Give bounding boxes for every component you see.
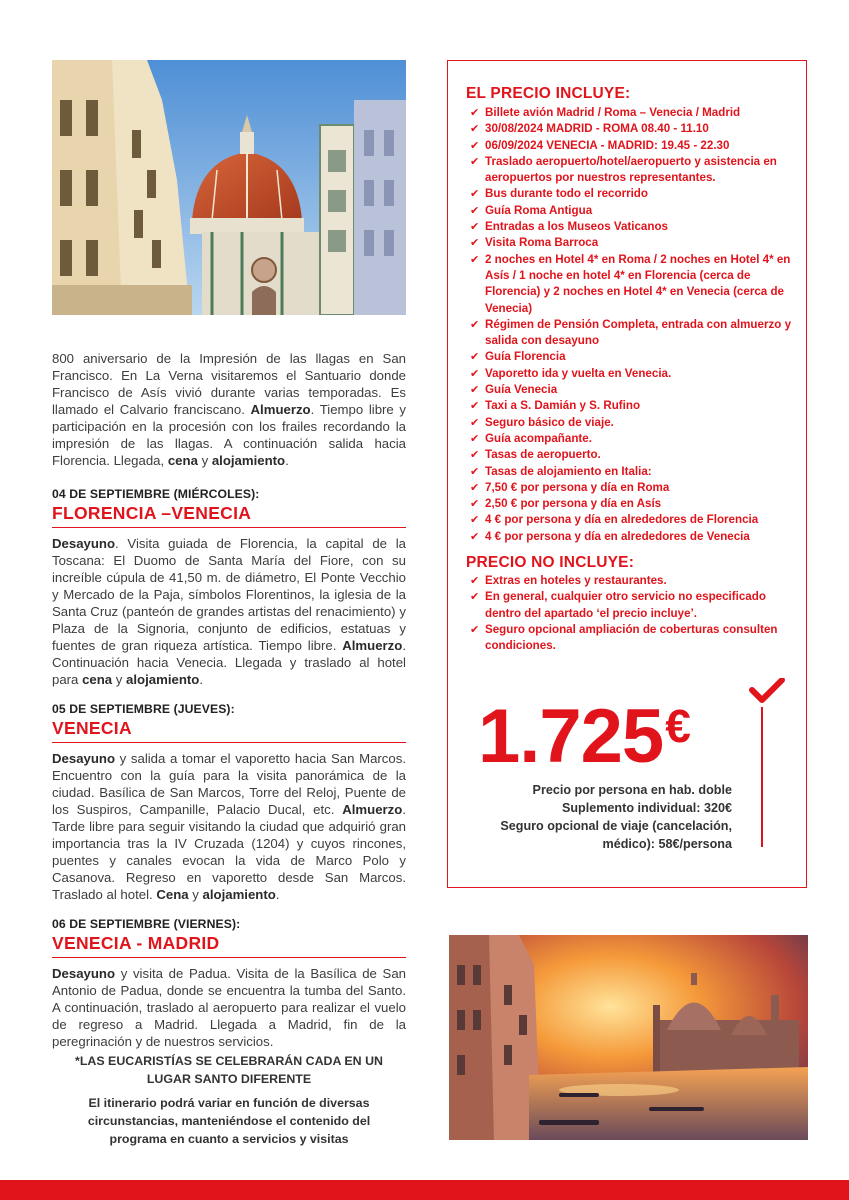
checkmark-icon: ✔ — [470, 400, 480, 413]
insurance-line2: médico): 58€/persona — [602, 837, 732, 851]
intro-paragraph: 800 aniversario de la Impresión de las llagas en San Francisco. En La Verna visitaremos el Santuario donde Francisco de Asís vivió durante varias temporadas. Es llamado el Calvario franciscano. Almuerzo. Tiempo libre y participación en la procesión con los frailes recordando la impresión de las llagas. A continuación salida hacia Florencia. Llegada, cena y alojamiento. — [52, 351, 406, 468]
includes-item — [470, 447, 800, 463]
day-title: VENECIA - MADRID — [52, 933, 406, 958]
checkmark-icon: ✔ — [470, 253, 480, 266]
checkmark-icon: ✔ — [470, 123, 480, 136]
includes-item-text: Guía Roma Antigua — [485, 203, 593, 217]
checkmark-icon: ✔ — [470, 591, 480, 604]
excludes-item-text: Seguro opcional ampliación de coberturas consulten condiciones. — [485, 622, 778, 653]
includes-item-text: Seguro básico de viaje. — [485, 415, 614, 429]
includes-item — [470, 398, 800, 414]
includes-item — [470, 496, 800, 512]
excludes-item-text: En general, cualquier otro servicio no especificado dentro del apartado ‘el precio incluye’. — [485, 590, 766, 620]
includes-item — [470, 366, 800, 382]
includes-item-text: Tasas de alojamiento en Italia: — [485, 464, 652, 478]
checkmark-icon: ✔ — [470, 465, 480, 478]
includes-item-text: Guía acompañante. — [485, 431, 592, 445]
price-box — [447, 60, 807, 888]
includes-item — [470, 431, 800, 447]
itinerary-column — [52, 350, 406, 1050]
brand-check-icon — [748, 678, 788, 718]
checkmark-icon: ✔ — [470, 575, 480, 587]
checkmark-icon: ✔ — [470, 204, 480, 217]
includes-item-text: 2,50 € por persona y día en Asís — [485, 497, 662, 511]
includes-item-text: Entradas a los Museos Vaticanos — [485, 220, 668, 234]
price-per-person: Precio por persona en hab. doble — [532, 783, 732, 797]
itinerary-note-line3: programa en cuanto a servicios y visitas — [109, 1132, 349, 1146]
checkmark-icon: ✔ — [470, 139, 480, 152]
price-amount: 1.725€ — [478, 694, 690, 779]
eucharist-note-line2: LUGAR SANTO DIFERENTE — [146, 1072, 312, 1086]
includes-item — [470, 382, 800, 398]
day-description: Desayuno y salida a tomar el vaporetto hacia San Marcos. Encuentro con la guía para la visita panorámica de la ciudad. Basílica de San Marcos, Torre del Reloj, Puente de los Suspiros, Campanille, Palacio Ducal, etc. Almuerzo. Tarde libre para seguir visitando la ciudad que adquirió gran importancia tras la IV Cruzada (1204) y cuyos rincones, puentes y canales evocan la vida de Marco Polo y Casanova. Regreso en vaporetto desde San Marcos. Traslado al hotel. Cena y alojamiento. — [52, 751, 406, 902]
checkmark-icon: ✔ — [470, 384, 480, 397]
day-date: 05 DE SEPTIEMBRE (JUEVES): — [52, 702, 235, 716]
includes-item-text: Visita Roma Barroca — [485, 236, 599, 250]
day-title: VENECIA — [52, 718, 406, 743]
checkmark-icon: ✔ — [470, 237, 480, 250]
excludes-title: PRECIO NO INCLUYE: — [466, 554, 635, 571]
includes-item-text: Billete avión Madrid / Roma – Venecia / Madrid — [485, 106, 741, 119]
day-block-06 — [52, 917, 406, 1050]
currency-symbol: € — [665, 700, 690, 752]
day-block-05 — [52, 702, 406, 903]
includes-list — [470, 105, 800, 545]
day-title: FLORENCIA –VENECIA — [52, 503, 406, 528]
checkmark-icon: ✔ — [470, 155, 480, 168]
checkmark-icon: ✔ — [470, 416, 480, 429]
includes-title: EL PRECIO INCLUYE: — [466, 85, 631, 102]
checkmark-icon: ✔ — [470, 623, 480, 636]
footer-bar — [0, 1180, 849, 1200]
checkmark-icon: ✔ — [470, 498, 480, 511]
includes-item-text: Taxi a S. Damián y S. Rufino — [485, 399, 641, 413]
includes-item — [470, 121, 800, 137]
day-description: Desayuno y visita de Padua. Visita de la Basílica de San Antonio de Padua, donde se encuentra la tumba del Santo. A continuación, traslado al aeropuerto para realizar el vuelo de regreso a Madrid. Llegada a Madrid, fin de la peregrinación y de nuestros servicios. — [52, 966, 406, 1049]
includes-item-text: Guía Florencia — [485, 350, 566, 364]
checkmark-icon: ✔ — [470, 221, 480, 234]
includes-item-text: Tasas de aeropuerto. — [485, 448, 601, 462]
checkmark-icon: ✔ — [470, 481, 480, 494]
includes-item — [470, 219, 800, 235]
includes-item-text: 7,50 € por persona y día en Roma — [485, 480, 670, 494]
day-description: Desayuno. Visita guiada de Florencia, la capital de la Toscana: El Duomo de Santa María del Fiore, con su increíble cúpula de 41,50 m. de diámetro, El Ponte Vecchio y Mercado de la Paja, símbolos Florentinos, la iglesia de la Santa Cruz (panteón de grandes artistas del renacimiento) y Plaza de la Signoria, conjunto de edificios, estatuas y fuentes de gran riqueza artística. Tiempo libre. Almuerzo. Continuación hacia Venecia. Llegada y traslado al hotel para cena y alojamiento. — [52, 536, 406, 687]
includes-item-text: 4 € por persona y día en alrededores de Florencia — [485, 513, 759, 527]
includes-item-text: Vaporetto ida y vuelta en Venecia. — [485, 366, 672, 380]
includes-item-text: Régimen de Pensión Completa, entrada con almuerzo y salida con desayuno — [485, 317, 792, 348]
excludes-item — [470, 573, 800, 589]
checkmark-icon: ✔ — [470, 530, 480, 543]
includes-item — [470, 138, 800, 154]
checkmark-icon: ✔ — [470, 514, 480, 527]
includes-item-text: 06/09/2024 VENECIA - MADRID: 19.45 - 22.30 — [485, 138, 730, 152]
excludes-list — [470, 573, 800, 654]
includes-item — [470, 512, 800, 528]
includes-item — [470, 105, 800, 121]
insurance-line1: Seguro opcional de viaje (cancelación, — [500, 819, 732, 833]
eucharist-note-line1: *LAS EUCARISTÍAS SE CELEBRARÁN CADA EN UN — [75, 1054, 383, 1068]
price-details — [432, 781, 732, 853]
includes-item — [470, 349, 800, 365]
includes-item — [470, 186, 800, 202]
includes-item — [470, 480, 800, 496]
includes-item-text: Traslado aeropuerto/hotel/aeropuerto y asistencia en aeropuertos por nuestros representantes. — [485, 154, 777, 185]
excludes-item-text: Extras en hoteles y restaurantes. — [485, 574, 667, 587]
checkmark-icon: ✔ — [470, 367, 480, 380]
venice-sunset-photo — [449, 935, 808, 1140]
includes-item — [470, 235, 800, 251]
itinerary-notes — [52, 1052, 406, 1148]
single-supplement: Suplemento individual: 320€ — [561, 801, 732, 815]
includes-item — [470, 203, 800, 219]
excludes-item — [470, 622, 800, 655]
checkmark-icon: ✔ — [470, 188, 480, 201]
includes-item-text: 2 noches en Hotel 4* en Roma / 2 noches en Hotel 4* en Asís / 1 noche en hotel 4* en Florencia (cerca de Florencia) y 2 noches en Hotel 4* en Venecia (cerca de Venecia) — [485, 252, 791, 315]
day-block-04 — [52, 487, 406, 688]
checkmark-icon: ✔ — [470, 432, 480, 445]
excludes-item — [470, 589, 800, 622]
includes-item — [470, 154, 800, 187]
includes-item — [470, 317, 800, 350]
includes-item-text: 30/08/2024 MADRID - ROMA 08.40 - 11.10 — [485, 122, 709, 136]
includes-item — [470, 252, 800, 317]
itinerary-note-line1: El itinerario podrá variar en función de diversas — [88, 1096, 370, 1110]
checkmark-icon: ✔ — [470, 318, 480, 331]
itinerary-note-line2: circunstancias, manteniéndose el contenido del — [87, 1114, 371, 1128]
checkmark-icon: ✔ — [470, 449, 480, 462]
day-date: 04 DE SEPTIEMBRE (MIÉRCOLES): — [52, 487, 260, 501]
checkmark-icon: ✔ — [470, 107, 480, 119]
includes-item — [470, 529, 800, 545]
includes-item-text: 4 € por persona y día en alrededores de Venecia — [485, 529, 750, 543]
includes-item-text: Guía Venecia — [485, 383, 558, 397]
includes-item-text: Bus durante todo el recorrido — [485, 187, 648, 201]
includes-item — [470, 415, 800, 431]
day-date: 06 DE SEPTIEMBRE (VIERNES): — [52, 917, 241, 931]
florence-duomo-photo — [52, 60, 406, 315]
includes-item — [470, 464, 800, 480]
checkmark-icon: ✔ — [470, 351, 480, 364]
divider-line — [761, 707, 763, 847]
